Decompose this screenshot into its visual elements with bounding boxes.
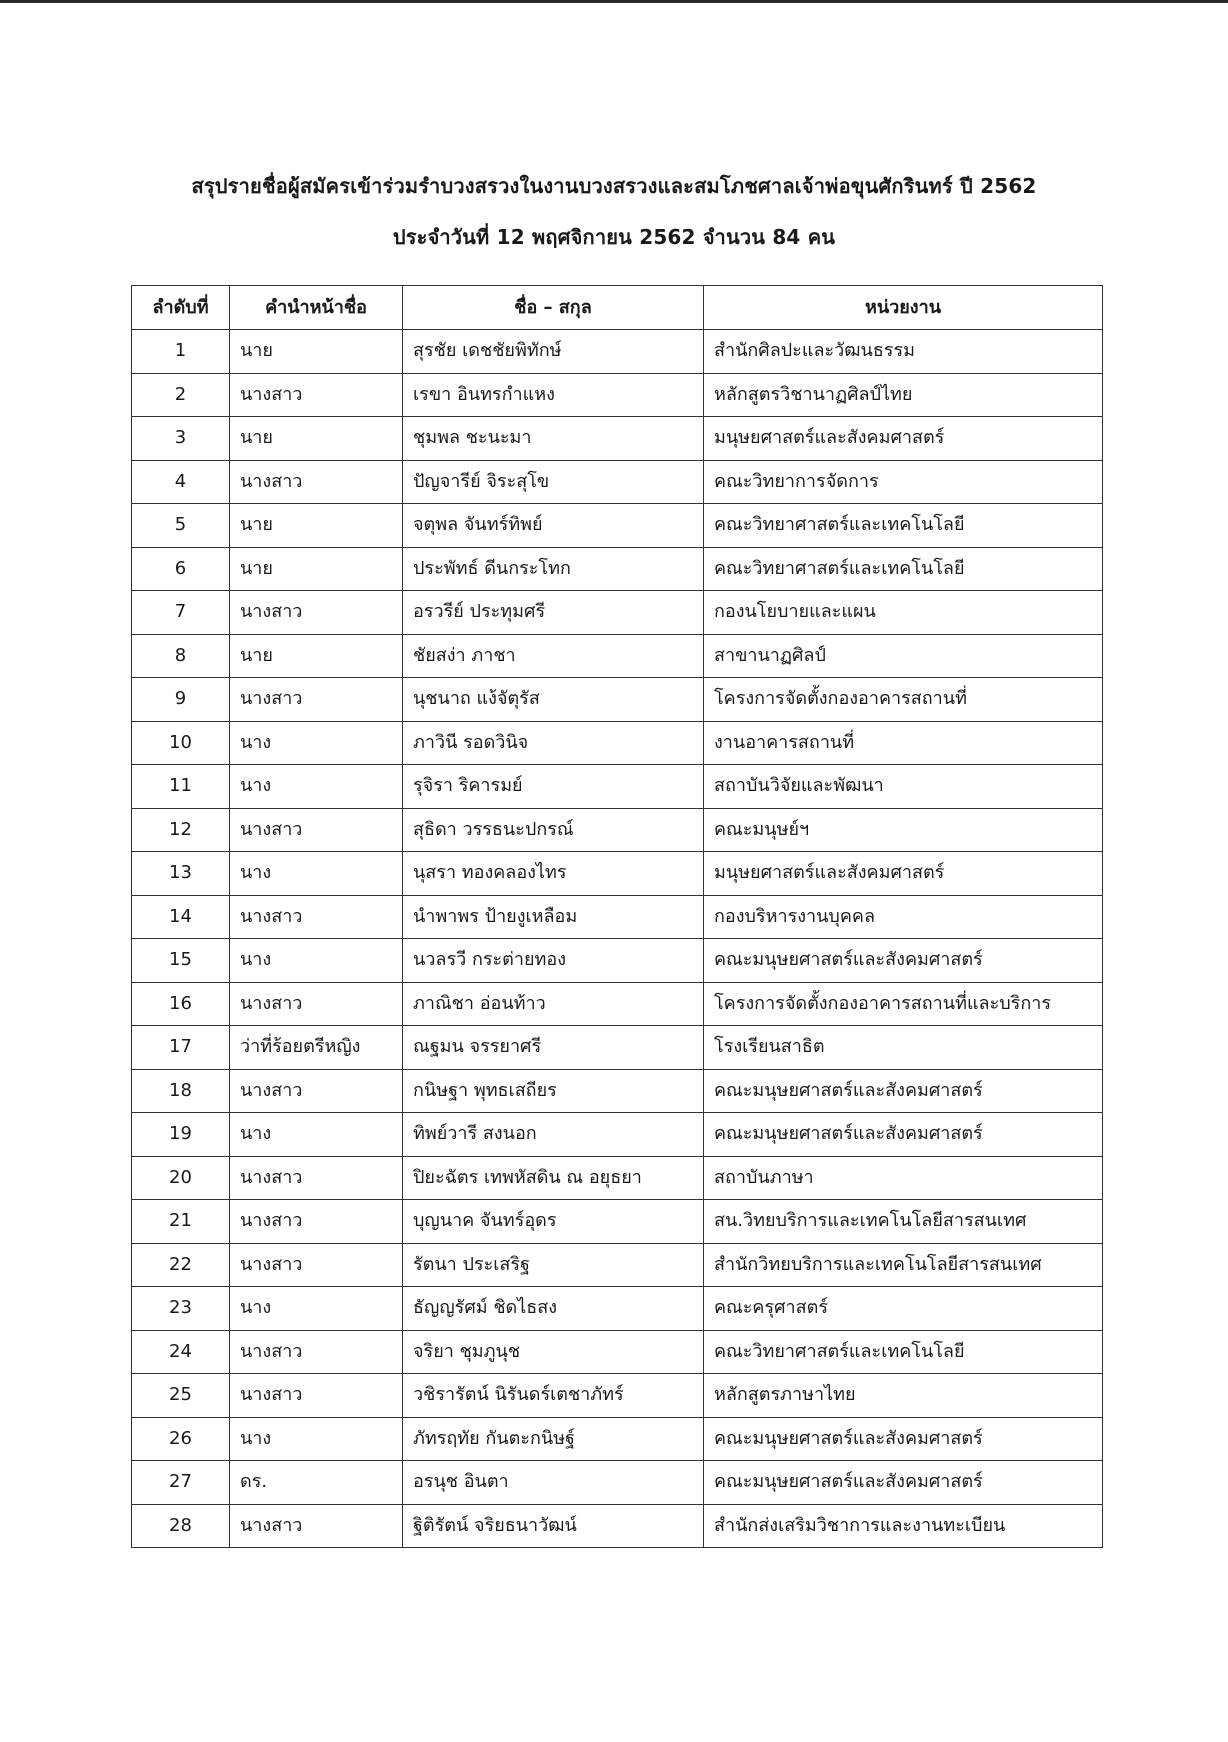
cell-number: 12 — [132, 808, 230, 852]
cell-number: 1 — [132, 330, 230, 374]
table-body — [132, 330, 1103, 1548]
cell-name: สุธิดา วรรธนะปกรณ์ — [403, 808, 704, 852]
cell-prefix: นางสาว — [230, 982, 403, 1026]
table-row — [132, 852, 1103, 896]
cell-number: 20 — [132, 1156, 230, 1200]
cell-name: กนิษฐา พุทธเสถียร — [403, 1069, 704, 1113]
cell-prefix: นางสาว — [230, 460, 403, 504]
table-row — [132, 1069, 1103, 1113]
cell-unit: สาขานาฏศิลป์ — [704, 634, 1103, 678]
cell-prefix: ดร. — [230, 1461, 403, 1505]
cell-prefix: นาย — [230, 504, 403, 548]
cell-name: รัตนา ประเสริฐ — [403, 1243, 704, 1287]
cell-name: ปิยะฉัตร เทพหัสดิน ณ อยุธยา — [403, 1156, 704, 1200]
cell-unit: หลักสูตรวิชานาฏศิลป์ไทย — [704, 373, 1103, 417]
cell-number: 13 — [132, 852, 230, 896]
cell-prefix: นางสาว — [230, 1243, 403, 1287]
cell-number: 23 — [132, 1287, 230, 1331]
cell-prefix: นาย — [230, 417, 403, 461]
cell-prefix: นาง — [230, 721, 403, 765]
cell-number: 17 — [132, 1026, 230, 1070]
table-row — [132, 634, 1103, 678]
table-row — [132, 504, 1103, 548]
cell-unit: คณะมนุษยศาสตร์และสังคมศาสตร์ — [704, 1069, 1103, 1113]
cell-prefix: นาง — [230, 939, 403, 983]
cell-unit: คณะมนุษย์ฯ — [704, 808, 1103, 852]
cell-unit: คณะวิทยาศาสตร์และเทคโนโลยี — [704, 504, 1103, 548]
cell-unit: คณะมนุษยศาสตร์และสังคมศาสตร์ — [704, 939, 1103, 983]
cell-number: 3 — [132, 417, 230, 461]
cell-unit: สำนักส่งเสริมวิชาการและงานทะเบียน — [704, 1504, 1103, 1548]
cell-prefix: นางสาว — [230, 1374, 403, 1418]
cell-number: 2 — [132, 373, 230, 417]
cell-number: 22 — [132, 1243, 230, 1287]
cell-unit: คณะมนุษยศาสตร์และสังคมศาสตร์ — [704, 1113, 1103, 1157]
cell-prefix: นาง — [230, 1287, 403, 1331]
cell-number: 6 — [132, 547, 230, 591]
cell-name: ภัทรฤทัย กันตะกนิษฐ์ — [403, 1417, 704, 1461]
cell-unit: งานอาคารสถานที่ — [704, 721, 1103, 765]
cell-number: 15 — [132, 939, 230, 983]
cell-prefix: นางสาว — [230, 1069, 403, 1113]
table-row — [132, 1287, 1103, 1331]
cell-prefix: นาง — [230, 765, 403, 809]
cell-name: รุจิรา ริคารมย์ — [403, 765, 704, 809]
cell-name: ประพัทธ์ ดีนกระโทก — [403, 547, 704, 591]
header-unit: หน่วยงาน — [704, 286, 1103, 330]
cell-name: วชิรารัตน์ นิรันดร์เตชาภัทร์ — [403, 1374, 704, 1418]
table-row — [132, 982, 1103, 1026]
table-row — [132, 765, 1103, 809]
table-row — [132, 721, 1103, 765]
cell-unit: คณะมนุษยศาสตร์และสังคมศาสตร์ — [704, 1461, 1103, 1505]
cell-prefix: นางสาว — [230, 1200, 403, 1244]
cell-number: 11 — [132, 765, 230, 809]
table-row — [132, 939, 1103, 983]
table-row — [132, 1243, 1103, 1287]
cell-prefix: นางสาว — [230, 808, 403, 852]
table-row — [132, 1417, 1103, 1461]
cell-name: จริยา ชุมภูนุช — [403, 1330, 704, 1374]
cell-name: บุญนาค จันทร์อุดร — [403, 1200, 704, 1244]
cell-name: นุชนาถ แง้จัตุรัส — [403, 678, 704, 722]
cell-prefix: นาง — [230, 852, 403, 896]
cell-unit: โครงการจัดตั้งกองอาคารสถานที่ — [704, 678, 1103, 722]
document-subtitle: ประจำวันที่ 12 พฤศจิกายน 2562 จำนวน 84 คน — [392, 225, 836, 249]
cell-name: ณฐมน จรรยาศรี — [403, 1026, 704, 1070]
cell-prefix: นาง — [230, 1113, 403, 1157]
cell-name: อรวรีย์ ประทุมศรี — [403, 591, 704, 635]
cell-prefix: นางสาว — [230, 591, 403, 635]
table-row — [132, 1330, 1103, 1374]
cell-name: ชัยสง่า ภาชา — [403, 634, 704, 678]
table-row — [132, 1200, 1103, 1244]
cell-number: 25 — [132, 1374, 230, 1418]
cell-number: 28 — [132, 1504, 230, 1548]
page-top-edge — [0, 0, 1228, 3]
cell-number: 24 — [132, 1330, 230, 1374]
cell-unit: สถาบันภาษา — [704, 1156, 1103, 1200]
document-title: สรุปรายชื่อผู้สมัครเข้าร่วมรำบวงสรวงในงานบวงสรวงและสมโภชศาลเจ้าพ่อขุนศักรินทร์ ปี 2562 — [191, 174, 1037, 198]
cell-name: นุสรา ทองคลองไทร — [403, 852, 704, 896]
header-prefix: คำนำหน้าชื่อ — [230, 286, 403, 330]
table-row — [132, 1156, 1103, 1200]
cell-number: 26 — [132, 1417, 230, 1461]
cell-prefix: นางสาว — [230, 373, 403, 417]
table-row — [132, 460, 1103, 504]
cell-prefix: นางสาว — [230, 895, 403, 939]
cell-name: จตุพล จันทร์ทิพย์ — [403, 504, 704, 548]
table-row — [132, 808, 1103, 852]
table-row — [132, 591, 1103, 635]
cell-number: 9 — [132, 678, 230, 722]
table-row — [132, 678, 1103, 722]
cell-unit: คณะวิทยาการจัดการ — [704, 460, 1103, 504]
cell-number: 5 — [132, 504, 230, 548]
table-header-row — [132, 286, 1103, 330]
cell-number: 16 — [132, 982, 230, 1026]
cell-prefix: นางสาว — [230, 1504, 403, 1548]
cell-number: 27 — [132, 1461, 230, 1505]
cell-name: ฐิติรัตน์ จริยธนาวัฒน์ — [403, 1504, 704, 1548]
cell-number: 10 — [132, 721, 230, 765]
cell-unit: กองนโยบายและแผน — [704, 591, 1103, 635]
cell-number: 8 — [132, 634, 230, 678]
table-row — [132, 1504, 1103, 1548]
cell-prefix: นาย — [230, 634, 403, 678]
cell-unit: มนุษยศาสตร์และสังคมศาสตร์ — [704, 417, 1103, 461]
cell-name: ธัญญรัศม์ ชิดไธสง — [403, 1287, 704, 1331]
cell-unit: คณะครุศาสตร์ — [704, 1287, 1103, 1331]
table-row — [132, 1374, 1103, 1418]
table-row — [132, 1461, 1103, 1505]
cell-unit: สถาบันวิจัยและพัฒนา — [704, 765, 1103, 809]
cell-unit: คณะมนุษยศาสตร์และสังคมศาสตร์ — [704, 1417, 1103, 1461]
cell-unit: กองบริหารงานบุคคล — [704, 895, 1103, 939]
cell-prefix: ว่าที่ร้อยตรีหญิง — [230, 1026, 403, 1070]
cell-name: อรนุช อินตา — [403, 1461, 704, 1505]
cell-unit: คณะวิทยาศาสตร์และเทคโนโลยี — [704, 547, 1103, 591]
cell-unit: สำนักวิทยบริการและเทคโนโลยีสารสนเทศ — [704, 1243, 1103, 1287]
cell-number: 21 — [132, 1200, 230, 1244]
cell-unit: โครงการจัดตั้งกองอาคารสถานที่และบริการ — [704, 982, 1103, 1026]
cell-prefix: นางสาว — [230, 1330, 403, 1374]
cell-prefix: นางสาว — [230, 1156, 403, 1200]
cell-name: เรขา อินทรกำแหง — [403, 373, 704, 417]
cell-name: ภาณิชา อ่อนท้าว — [403, 982, 704, 1026]
participant-table — [131, 285, 1103, 1548]
cell-unit: คณะวิทยาศาสตร์และเทคโนโลยี — [704, 1330, 1103, 1374]
cell-name: ทิพย์วารี สงนอก — [403, 1113, 704, 1157]
cell-unit: หลักสูตรภาษาไทย — [704, 1374, 1103, 1418]
cell-number: 19 — [132, 1113, 230, 1157]
cell-unit: มนุษยศาสตร์และสังคมศาสตร์ — [704, 852, 1103, 896]
table-row — [132, 1026, 1103, 1070]
header-name: ชื่อ – สกุล — [403, 286, 704, 330]
cell-unit: สน.วิทยบริการและเทคโนโลยีสารสนเทศ — [704, 1200, 1103, 1244]
cell-name: นำพาพร ป้ายงูเหลือม — [403, 895, 704, 939]
cell-prefix: นาง — [230, 1417, 403, 1461]
cell-prefix: นาย — [230, 330, 403, 374]
cell-number: 18 — [132, 1069, 230, 1113]
header-number: ลำดับที่ — [132, 286, 230, 330]
cell-number: 7 — [132, 591, 230, 635]
cell-name: ปัญจารีย์ จิระสุโข — [403, 460, 704, 504]
cell-unit: โรงเรียนสาธิต — [704, 1026, 1103, 1070]
cell-name: สุรชัย เดชชัยพิทักษ์ — [403, 330, 704, 374]
cell-prefix: นาย — [230, 547, 403, 591]
cell-number: 14 — [132, 895, 230, 939]
cell-name: ภาวินี รอดวินิจ — [403, 721, 704, 765]
cell-number: 4 — [132, 460, 230, 504]
table-row — [132, 547, 1103, 591]
table-row — [132, 895, 1103, 939]
cell-name: นวลรวี กระต่ายทอง — [403, 939, 704, 983]
table-row — [132, 417, 1103, 461]
cell-name: ชุมพล ชะนะมา — [403, 417, 704, 461]
table-row — [132, 330, 1103, 374]
table-row — [132, 373, 1103, 417]
table-row — [132, 1113, 1103, 1157]
cell-unit: สำนักศิลปะและวัฒนธรรม — [704, 330, 1103, 374]
cell-prefix: นางสาว — [230, 678, 403, 722]
